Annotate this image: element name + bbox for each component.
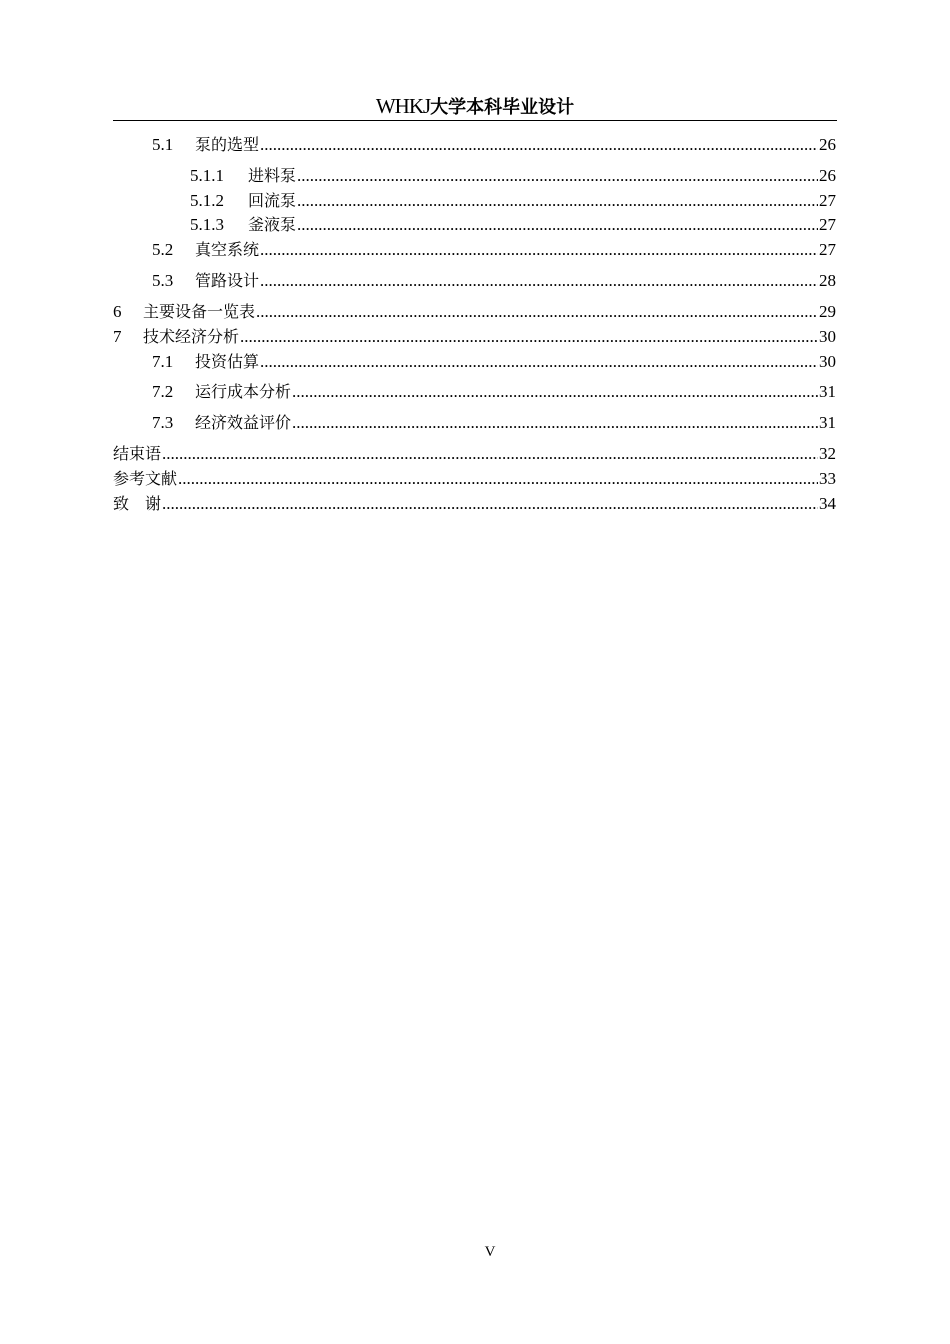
toc-entry-page: 30 [819,327,836,346]
toc-entry-page: 26 [819,135,836,154]
toc-entry-number: 5.3 [152,271,174,290]
toc-entry-number: 5.1.1 [190,166,224,185]
toc-entry-page: 26 [819,166,836,185]
toc-entry-page: 30 [819,352,836,371]
toc-entry-title: 主要设备一览表 [143,302,256,321]
toc-entry-title: 回流泵 [248,191,297,210]
toc-entry-7-2[interactable] [152,381,836,403]
toc-entry-page: 28 [819,271,836,290]
toc-entry-title: 运行成本分析 [195,382,292,401]
toc-entry-number: 5.1.3 [190,215,224,234]
toc-entry-5-1-3[interactable] [190,214,836,236]
toc-entry-title: 管路设计 [195,271,260,290]
toc-entry-number: 5.2 [152,240,174,259]
toc-entry-conclusion[interactable] [113,443,836,465]
toc-entry-number: 6 [113,302,122,321]
toc-entry-page: 27 [819,215,836,234]
toc-entry-page: 31 [819,413,836,432]
toc-entry-title: 参考文献 [113,469,178,488]
toc-dot-leader [292,412,818,434]
toc-dot-leader [162,493,818,515]
toc-entry-5-3[interactable] [152,270,836,292]
toc-entry-references[interactable] [113,468,836,490]
toc-entry-title: 泵的选型 [195,135,260,154]
toc-entry-number: 7 [113,327,122,346]
toc-entry-page: 31 [819,382,836,401]
toc-dot-leader [292,381,818,403]
toc-entry-page: 27 [819,240,836,259]
toc-dot-leader [260,270,818,292]
toc-entry-page: 27 [819,191,836,210]
toc-entry-5-1-2[interactable] [190,190,836,212]
toc-dot-leader [178,468,818,490]
toc-entry-title: 进料泵 [248,166,297,185]
toc-entry-page: 34 [819,494,836,513]
toc-entry-title: 技术经济分析 [143,327,240,346]
toc-dot-leader [162,443,818,465]
toc-entry-7[interactable] [113,326,836,348]
toc-entry-5-1[interactable] [152,134,836,156]
toc-entry-acknowledgements[interactable] [113,493,836,515]
toc-dot-leader [297,190,818,212]
toc-entry-title: 真空系统 [195,240,260,259]
toc-entry-number: 5.1.2 [190,191,224,210]
header-title: 大学本科毕业设计 [430,97,575,118]
page-number: V [484,1244,496,1260]
toc-entry-title: 致 谢 [113,494,162,513]
toc-dot-leader [297,214,818,236]
toc-entry-number: 5.1 [152,135,174,154]
toc-entry-5-2[interactable] [152,239,836,261]
toc-entry-number: 7.1 [152,352,174,371]
toc-dot-leader [256,301,818,323]
toc-entry-title: 釜液泵 [248,215,297,234]
toc-entry-6[interactable] [113,301,836,323]
toc-entry-number: 7.2 [152,382,174,401]
table-of-contents [0,0,950,600]
toc-dot-leader [240,326,818,348]
toc-entry-5-1-1[interactable] [190,165,836,187]
toc-entry-page: 29 [819,302,836,321]
toc-entry-title: 投资估算 [195,352,260,371]
header-school-code: WHKJ [375,94,431,118]
toc-dot-leader [260,239,818,261]
toc-dot-leader [260,351,818,373]
toc-entry-title: 经济效益评价 [195,413,292,432]
toc-entry-7-3[interactable] [152,412,836,434]
toc-dot-leader [260,134,818,156]
toc-entry-page: 32 [819,444,836,463]
toc-dot-leader [297,165,818,187]
toc-entry-7-1[interactable] [152,351,836,373]
toc-entry-title: 结束语 [113,444,162,463]
toc-entry-page: 33 [819,469,836,488]
toc-entry-number: 7.3 [152,413,174,432]
